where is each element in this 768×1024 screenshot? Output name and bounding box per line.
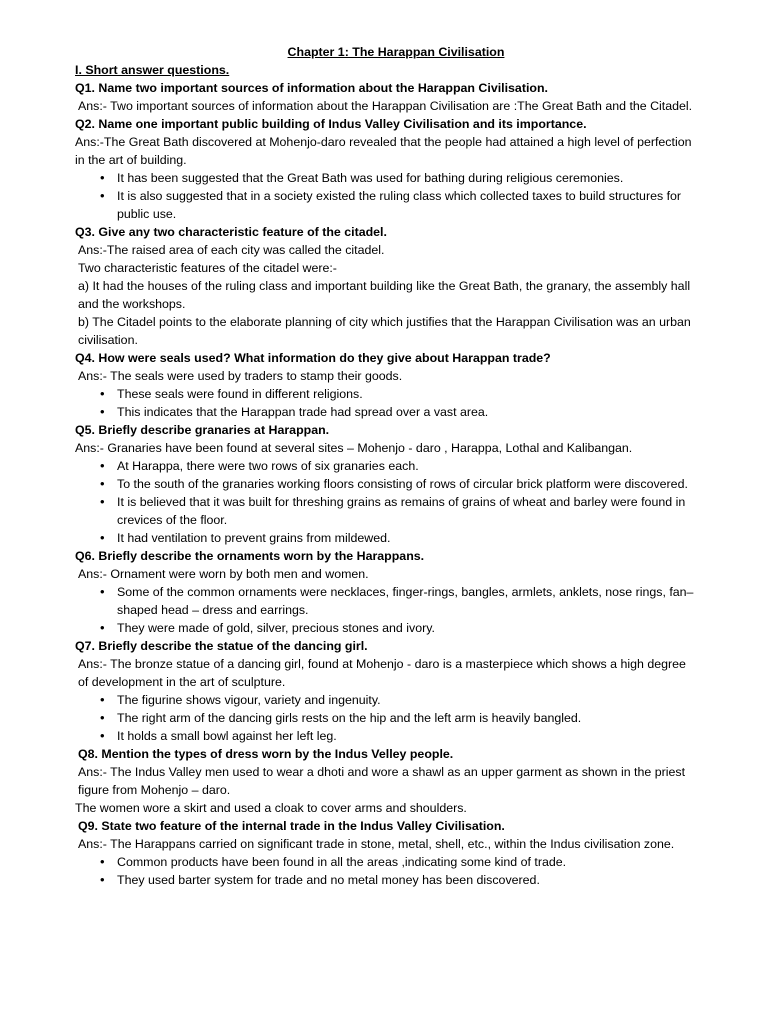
bullet-list <box>75 385 697 421</box>
bullet-item: • It had ventilation to prevent grains from mildewed. <box>75 529 697 547</box>
bullet-item: • At Harappa, there were two rows of six granaries each. <box>75 457 697 475</box>
answer-text: Two characteristic features of the citadel were:- <box>78 261 337 275</box>
question: Q9. State two feature of the internal trade in the Indus Valley Civilisation. <box>78 819 505 833</box>
bullet-item: • Some of the common ornaments were necklaces, finger-rings, bangles, armlets, anklets, nose rings, fan–shaped head – dress and earrings. <box>75 583 697 619</box>
bullet-list <box>75 691 697 745</box>
bullet-item: • It has been suggested that the Great Bath was used for bathing during religious ceremonies. <box>75 169 697 187</box>
question: Q2. Name one important public building of Indus Valley Civilisation and its importance. <box>75 117 587 131</box>
bullet-list <box>75 583 697 637</box>
document-content <box>75 43 697 889</box>
answer-text: Ans:- The seals were used by traders to stamp their goods. <box>78 369 403 383</box>
question: Q3. Give any two characteristic feature of the citadel. <box>75 225 387 239</box>
answer-text: a) It had the houses of the ruling class and important building like the Great Bath, the granary, the assembly hall and the workshops. <box>78 279 691 311</box>
bullet-item: • To the south of the granaries working floors consisting of rows of circular brick platform were discovered. <box>75 475 697 493</box>
bullet-item: • They were made of gold, silver, precious stones and ivory. <box>75 619 697 637</box>
question: Q7. Briefly describe the statue of the dancing girl. <box>75 639 368 653</box>
answer-text: Ans:- The Indus Valley men used to wear a dhoti and wore a shawl as an upper garment as shown in the priest figure from Mohenjo – daro. <box>78 765 686 797</box>
bullet-item: • The figurine shows vigour, variety and ingenuity. <box>75 691 697 709</box>
bullet-item: • They used barter system for trade and no metal money has been discovered. <box>75 871 697 889</box>
bullet-item: • These seals were found in different religions. <box>75 385 697 403</box>
section-heading: I. Short answer questions. <box>75 63 230 77</box>
answer-text: Ans:- Two important sources of information about the Harappan Civilisation are :The Great Bath and the Citadel. <box>78 99 693 113</box>
question: Q6. Briefly describe the ornaments worn by the Harappans. <box>75 549 425 563</box>
answer-text: The women wore a skirt and used a cloak to cover arms and shoulders. <box>75 801 467 815</box>
answer-text: Ans:-The Great Bath discovered at Mohenjo-daro revealed that the people had attained a high level of perfection in the art of building. <box>75 135 692 167</box>
bullet-list <box>75 169 697 223</box>
question: Q4. How were seals used? What information do they give about Harappan trade? <box>75 351 551 365</box>
chapter-title: Chapter 1: The Harappan Civilisation <box>287 45 505 59</box>
bullet-item: • The right arm of the dancing girls rests on the hip and the left arm is heavily bangled. <box>75 709 697 727</box>
question: Q8. Mention the types of dress worn by the Indus Velley people. <box>78 747 454 761</box>
question: Q1. Name two important sources of information about the Harappan Civilisation. <box>75 81 548 95</box>
answer-text: Ans:-The raised area of each city was called the citadel. <box>78 243 385 257</box>
answer-text: Ans:- Granaries have been found at several sites – Mohenjo - daro , Harappa, Lothal and Kalibangan. <box>75 441 633 455</box>
bullet-item: • Common products have been found in all the areas ,indicating some kind of trade. <box>75 853 697 871</box>
answer-text: Ans:- The Harappans carried on significant trade in stone, metal, shell, etc., within the Indus civilisation zone. <box>78 837 675 851</box>
bullet-list <box>75 853 697 889</box>
bullet-item: • This indicates that the Harappan trade had spread over a vast area. <box>75 403 697 421</box>
answer-text: Ans:- The bronze statue of a dancing girl, found at Mohenjo - daro is a masterpiece which shows a high degree of development in the art of sculpture. <box>78 657 686 689</box>
answer-text: Ans:- Ornament were worn by both men and women. <box>78 567 369 581</box>
qa-body <box>75 79 697 889</box>
bullet-item: • It is believed that it was built for threshing grains as remains of grains of wheat and barley were found in crevices of the floor. <box>75 493 697 529</box>
question: Q5. Briefly describe granaries at Harappan. <box>75 423 330 437</box>
bullet-list <box>75 457 697 547</box>
answer-text: b) The Citadel points to the elaborate planning of city which justifies that the Harappan Civilisation was an urban civilisation. <box>78 315 691 347</box>
bullet-item: • It is also suggested that in a society existed the ruling class which collected taxes to build structures for public use. <box>75 187 697 223</box>
bullet-item: • It holds a small bowl against her left leg. <box>75 727 697 745</box>
